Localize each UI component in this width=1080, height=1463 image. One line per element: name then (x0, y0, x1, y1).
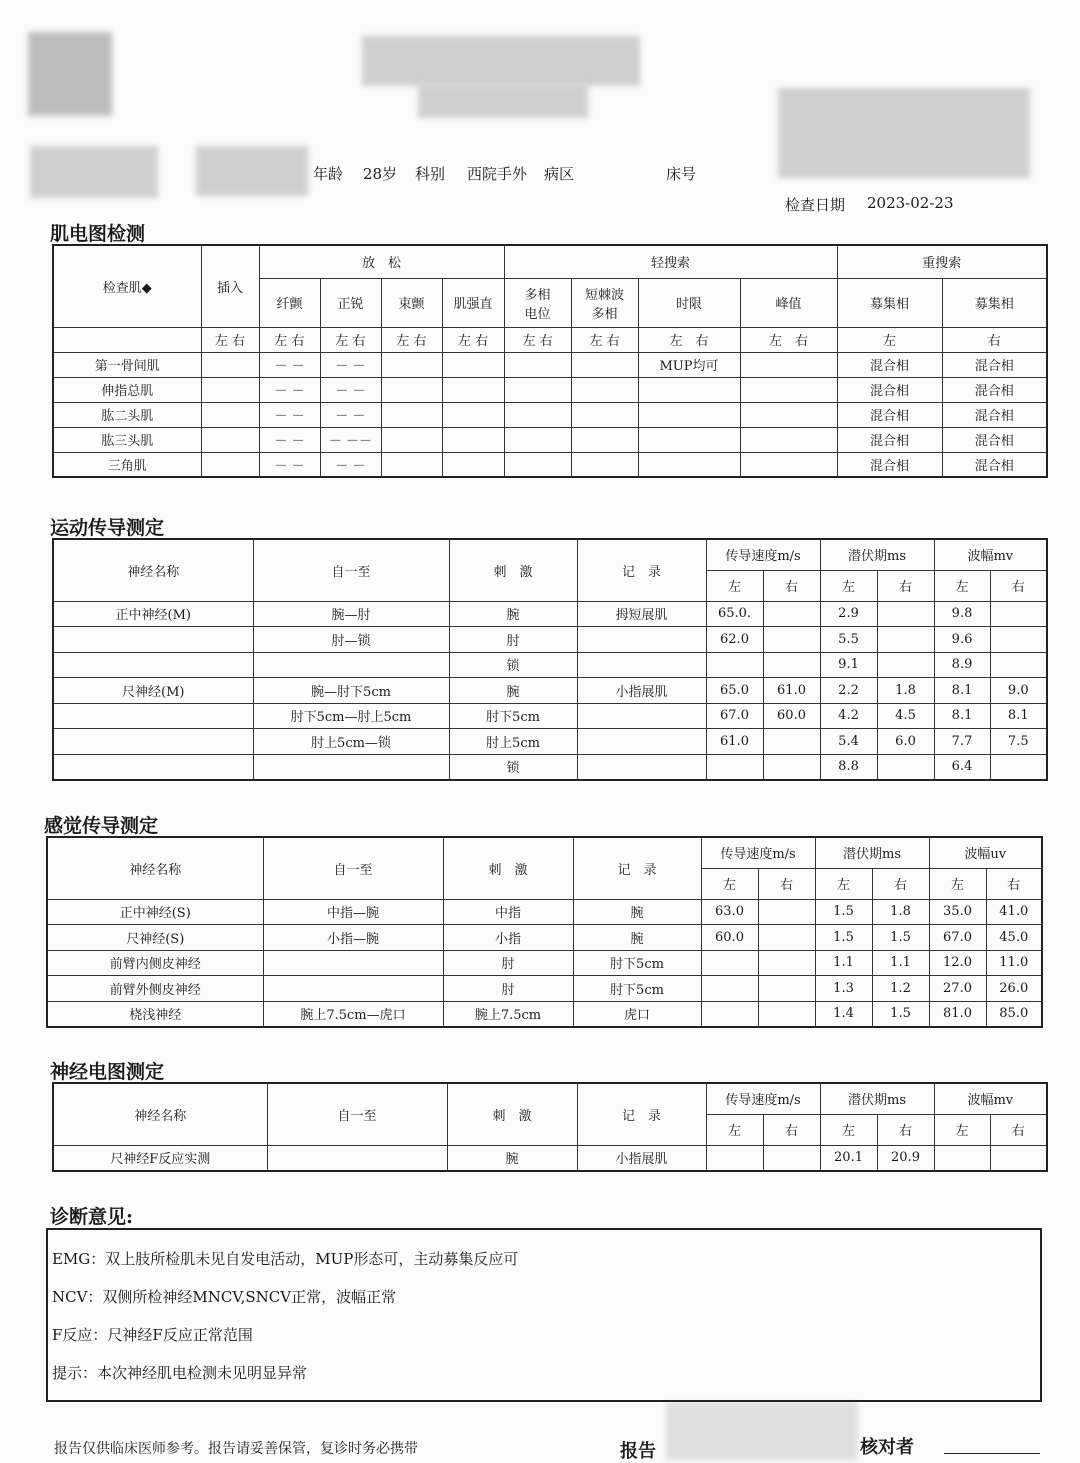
emg-header-pos: 正锐 (320, 278, 381, 327)
dept-label: 科别 (415, 165, 446, 183)
table-row: 锁 9.1 8.9 (53, 652, 1047, 678)
ncs-header-stim: 刺 激 (447, 1083, 577, 1145)
sensory-header-nerve: 神经名称 (47, 837, 263, 899)
checker-label: 核对者 (860, 1437, 914, 1458)
emg-header-fasc: 束颤 (381, 278, 442, 327)
emg-header-myotonia: 肌强直 (442, 278, 504, 327)
sensory-header-stim: 刺 激 (443, 837, 573, 899)
redacted-signature (666, 1402, 858, 1460)
sensory-header-amplitude: 波幅uv (929, 837, 1042, 868)
exam-date-label: 检查日期 (785, 196, 846, 214)
report-doctor-label: 报告 (620, 1441, 656, 1462)
redacted-barcode (778, 88, 1030, 178)
diagnosis-line-fwave: F反应：尺神经F反应正常范围 (52, 1326, 253, 1344)
redacted-logo (28, 32, 112, 116)
table-row: 前臂外侧皮神经 肘 肘下5cm 1.3 1.2 27.0 26.0 (47, 976, 1042, 1002)
ncs-header-amplitude: 波幅mv (934, 1083, 1047, 1114)
table-row: 肘下5cm—肘上5cm 肘下5cm 67.0 60.0 4.2 4.5 8.1 8.1 (53, 703, 1047, 729)
table-row: 肘上5cm—锁 肘上5cm 61.0 5.4 6.0 7.7 7.5 (53, 729, 1047, 755)
ncs-section-title: 神经电图测定 (50, 1061, 165, 1083)
motor-section-title: 运动传导测定 (50, 517, 165, 539)
emg-header-duration: 时限 (638, 278, 740, 327)
ncs-header-from: 自一至 (267, 1083, 447, 1145)
emg-header-short-spike: 短棘波 多相 (571, 278, 638, 327)
table-row: 肱二头肌 － － － － 混合相 混合相 (53, 402, 1047, 427)
diagnosis-line-ncv: NCV：双侧所检神经MNCV,SNCV正常，波幅正常 (52, 1288, 397, 1306)
table-row: 尺神经(M) 腕—肘下5cm 腕 小指展肌 65.0 61.0 2.2 1.8 8.1 9.0 (53, 678, 1047, 704)
exam-date-value: 2023-02-23 (867, 194, 954, 212)
ncs-table: 神经名称 自一至 刺 激 记 录 传导速度m/s 潜伏期ms 波幅mv 左 右 左 右 左 右 尺神经F反应实测 腕 小指展肌 20.1 20.9 (52, 1082, 1048, 1172)
diagnosis-title: 诊断意见: (50, 1206, 134, 1228)
table-row: 伸指总肌 － － － － 混合相 混合相 (53, 377, 1047, 402)
sensory-conduction-table: 神经名称 自一至 刺 激 记 录 传导速度m/s 潜伏期ms 波幅uv 左 右 左 右 左 右 正中神经(S) 中指—腕 中指 腕 63.0 1.5 1.8 35.0 41.0 尺神经(S) 小指—腕 小指 腕 60.0 1.5 1.5 67.0 45.0 前臂内侧皮神经 肘 肘下5cm 1.1 1.1 12.0 11.0 前臂外侧皮神经 肘 肘下5cm 1.3 1.2 27.0 26.0 桡浅神经 腕上7.5cm—虎口 腕上7.5cm 虎口 1.4 1.5 81.0 85.0 (46, 836, 1043, 1028)
redacted-patient-sex (196, 146, 308, 196)
redacted-patient-name (30, 146, 158, 198)
checker-signature-line (944, 1453, 1040, 1454)
motor-header-velocity: 传导速度m/s (706, 539, 820, 570)
redacted-report-title (418, 84, 588, 118)
sensory-header-from: 自一至 (263, 837, 443, 899)
motor-header-amplitude: 波幅mv (934, 539, 1047, 570)
diagnosis-line-emg: EMG：双上肢所检肌未见自发电活动，MUP形态可，主动募集反应可 (52, 1250, 519, 1268)
age-value: 28岁 (363, 165, 398, 183)
diagnosis-box (46, 1228, 1042, 1402)
table-row: 第一骨间肌 － － － － MUP均可 混合相 混合相 (53, 352, 1047, 377)
motor-conduction-table: 神经名称 自一至 刺 激 记 录 传导速度m/s 潜伏期ms 波幅mv 左 右 左 右 左 右 正中神经(M) 腕—肘 腕 拇短展肌 65.0. 2.9 9.8 肘—锁 肘 62.0 5.5 9.6 锁 9.1 8.9 尺神经(M) 腕—肘下5cm 腕 小指展肌 65.0 61.0 2.2 1.8 8.1 9.0 肘下5cm—肘上5cm 肘下5cm 67.0 60.0 4.2 4.5 8.1 8.1 肘上5cm—锁 肘上5cm 61.0 5.4 6.0 7.7 7.5 锁 8.8 6.4 (52, 538, 1048, 781)
emg-header-insert: 插入 (201, 245, 259, 327)
table-row: 肘—锁 肘 62.0 5.5 9.6 (53, 627, 1047, 653)
motor-header-latency: 潜伏期ms (820, 539, 934, 570)
motor-header-record: 记 录 (577, 539, 706, 601)
emg-header-relax: 放 松 (259, 245, 504, 278)
table-row: 尺神经(S) 小指—腕 小指 腕 60.0 1.5 1.5 67.0 45.0 (47, 925, 1042, 951)
sensory-header-latency: 潜伏期ms (815, 837, 929, 868)
motor-header-stim: 刺 激 (449, 539, 577, 601)
motor-header-from: 自一至 (253, 539, 449, 601)
emg-header-fib: 纤颤 (259, 278, 320, 327)
footer-note: 报告仅供临床医师参考。报告请妥善保管，复诊时务必携带 (54, 1441, 418, 1457)
table-row: 尺神经F反应实测 腕 小指展肌 20.1 20.9 (53, 1145, 1047, 1171)
table-row: 桡浅神经 腕上7.5cm—虎口 腕上7.5cm 虎口 1.4 1.5 81.0 85.0 (47, 1001, 1042, 1027)
bed-label: 床号 (666, 165, 697, 183)
motor-header-nerve: 神经名称 (53, 539, 253, 601)
sensory-header-velocity: 传导速度m/s (701, 837, 815, 868)
sensory-section-title: 感觉传导测定 (44, 815, 159, 837)
ncs-header-latency: 潜伏期ms (820, 1083, 934, 1114)
emg-header-polyphasic: 多相 电位 (504, 278, 571, 327)
ncs-header-velocity: 传导速度m/s (706, 1083, 820, 1114)
emg-header-heavy: 重搜索 (837, 245, 1047, 278)
emg-section-title: 肌电图检测 (50, 223, 146, 245)
sensory-header-record: 记 录 (573, 837, 701, 899)
diagnosis-line-hint: 提示：本次神经肌电检测未见明显异常 (52, 1364, 308, 1382)
emg-header-muscle: 检查肌◆ (53, 245, 201, 327)
emg-table: 检查肌◆ 插入 放 松 轻搜索 重搜索 纤颤 正锐 束颤 肌强直 多相 电位 短棘波 多相 时限 峰值 募集相 募集相 左 右 左 右 左 右 左 右 左 右 左 右 左 右 左 右 左 右 左 右 第一骨间肌 － － － － MUP均可 混合相 混合相 伸指总肌 － － － － 混合相 混合相 肱二头肌 － － － － 混合相 混合相 肱三头肌 － － － －－ 混合相 混合相 三角肌 － － － － 混合相 混合相 (52, 244, 1048, 478)
ward-label: 病区 (544, 165, 575, 183)
emg-header-recruit-left: 募集相 (837, 278, 942, 327)
table-row: 肱三头肌 － － － －－ 混合相 混合相 (53, 427, 1047, 452)
ncs-header-record: 记 录 (577, 1083, 706, 1145)
table-row: 前臂内侧皮神经 肘 肘下5cm 1.1 1.1 12.0 11.0 (47, 950, 1042, 976)
redacted-hospital-name (362, 36, 640, 86)
dept-value: 西院手外 (467, 165, 528, 183)
emg-header-recruit-right: 募集相 (942, 278, 1047, 327)
age-label: 年龄 (313, 165, 344, 183)
table-row: 正中神经(M) 腕—肘 腕 拇短展肌 65.0. 2.9 9.8 (53, 601, 1047, 627)
emg-header-light: 轻搜索 (504, 245, 837, 278)
table-row: 正中神经(S) 中指—腕 中指 腕 63.0 1.5 1.8 35.0 41.0 (47, 899, 1042, 925)
table-row: 锁 8.8 6.4 (53, 754, 1047, 780)
ncs-header-nerve: 神经名称 (53, 1083, 267, 1145)
table-row: 三角肌 － － － － 混合相 混合相 (53, 452, 1047, 477)
emg-header-peak: 峰值 (740, 278, 837, 327)
